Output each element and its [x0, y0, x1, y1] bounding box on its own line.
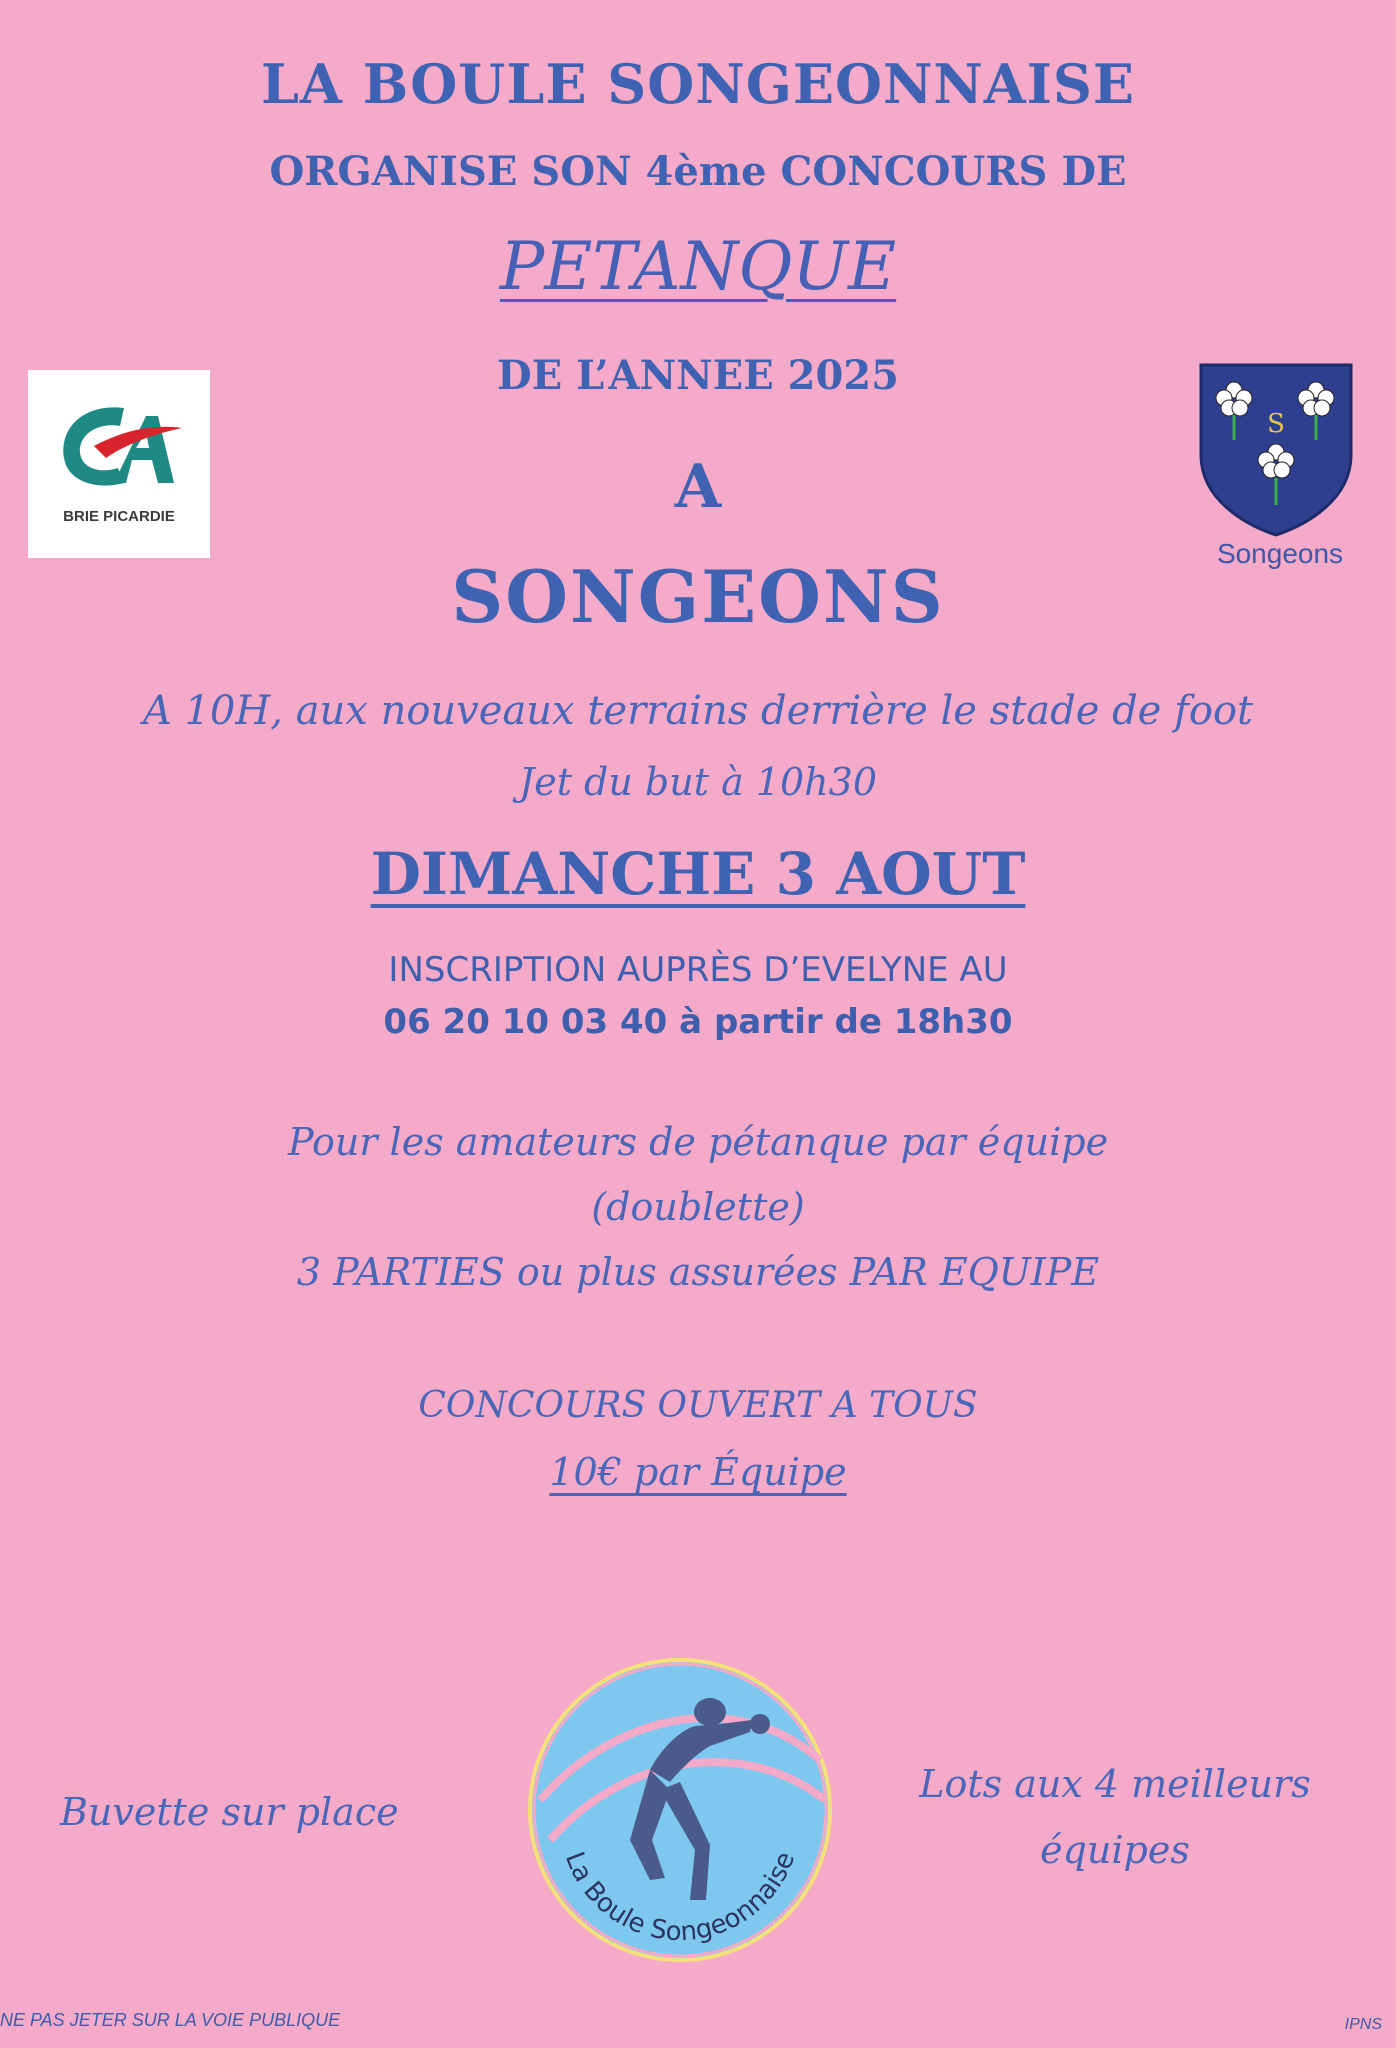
petanque-text: PETANQUE	[499, 228, 897, 305]
lots-line2: équipes	[1040, 1828, 1190, 1872]
sponsor-name: BRIE PICARDIE	[63, 508, 175, 525]
crest-label: Songeons	[1216, 538, 1344, 569]
inscription-line1: INSCRIPTION AUPRÈS D’EVELYNE AU	[388, 950, 1008, 990]
event-date-text: DIMANCHE 3 AOUT	[370, 840, 1026, 908]
footer-notice: NE PAS JETER SUR LA VOIE PUBLIQUE	[0, 2010, 341, 2030]
lots-line1: Lots aux 4 meilleurs	[919, 1762, 1311, 1806]
organizer-name: LA BOULE SONGEONNAISE	[260, 52, 1136, 116]
doublette-line: (doublette)	[591, 1185, 805, 1229]
sponsor-logo	[28, 370, 210, 558]
headline-a: A	[674, 452, 722, 522]
time-location: A 10H, aux nouveaux terrains derrière le stade de foot	[142, 688, 1254, 734]
amateurs-line: Pour les amateurs de pétanque par équipe	[287, 1120, 1109, 1164]
event-date	[0, 840, 1396, 908]
headline-petanque	[0, 228, 1396, 305]
entry-price	[0, 1450, 1396, 1494]
club-logo-text: La Boule Songeonnaise	[558, 1847, 802, 1948]
jet-time: Jet du but à 10h30	[518, 760, 877, 804]
open-to-all: CONCOURS OUVERT A TOUS	[418, 1385, 978, 1426]
songeons-crest-icon	[1196, 360, 1356, 540]
headline-organise: ORGANISE SON 4ème CONCOURS DE	[269, 148, 1127, 195]
petanque-player-logo-icon	[520, 1650, 840, 1970]
headline-year: DE L’ANNEE 2025	[497, 352, 899, 399]
headline-town: SONGEONS	[451, 554, 945, 639]
parties-line: 3 PARTIES ou plus assurées PAR EQUIPE	[296, 1250, 1100, 1294]
entry-price-text: 10€ par Équipe	[549, 1450, 847, 1494]
inscription-phone: 06 20 10 03 40 à partir de 18h30	[383, 1002, 1013, 1042]
credit-agricole-logo-icon	[54, 398, 184, 498]
crest-letter: S	[1267, 409, 1285, 439]
footer-ipns: IPNS	[1344, 2016, 1382, 2033]
buvette-note: Buvette sur place	[60, 1790, 399, 1834]
